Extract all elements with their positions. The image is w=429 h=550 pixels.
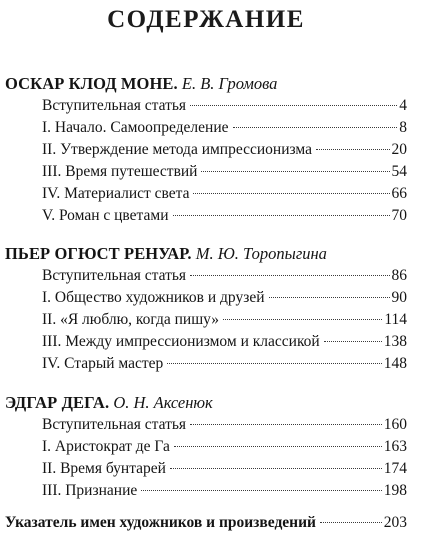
entry-page-number: 4 <box>399 97 407 114</box>
section-title: ПЬЕР ОГЮСТ РЕНУАР. <box>5 244 192 263</box>
entry-list <box>5 414 407 502</box>
dot-leader <box>190 275 389 276</box>
index-entry[interactable] <box>5 512 407 534</box>
toc-entry[interactable] <box>42 117 407 139</box>
dot-leader <box>223 319 382 320</box>
entry-label: Вступительная статья <box>42 416 187 433</box>
dot-leader <box>173 215 390 216</box>
toc-entry[interactable] <box>42 161 407 183</box>
toc-entry[interactable] <box>42 353 407 375</box>
section-title: ЭДГАР ДЕГА. <box>5 393 110 412</box>
entry-label: I. Начало. Самоопределение <box>42 119 229 136</box>
entry-label: II. «Я люблю, когда пишу» <box>42 311 220 328</box>
entry-page-number: 160 <box>383 416 407 433</box>
dot-leader <box>190 105 397 106</box>
entry-label: IV. Старый мастер <box>42 355 164 372</box>
dot-leader <box>201 171 389 172</box>
entry-label: IV. Материалист света <box>42 185 190 202</box>
dot-leader <box>316 149 390 150</box>
dot-leader <box>174 446 382 447</box>
entry-label: III. Между импрессионизмом и классикой <box>42 333 320 350</box>
entry-list <box>5 265 407 375</box>
entry-page-number: 148 <box>383 355 407 372</box>
entry-label: I. Общество художников и друзей <box>42 289 265 306</box>
entry-page-number: 90 <box>391 289 407 306</box>
entry-label: I. Аристократ де Га <box>42 438 170 455</box>
entry-list <box>5 95 407 227</box>
section-author: О. Н. Аксенюк <box>113 393 213 412</box>
entry-label: II. Утверждение метода импрессионизма <box>42 141 312 158</box>
dot-leader <box>190 424 382 425</box>
dot-leader <box>324 341 382 342</box>
entry-label: III. Признание <box>42 482 138 499</box>
toc-entry[interactable] <box>42 183 407 205</box>
dot-leader <box>193 193 389 194</box>
dot-leader <box>141 490 382 491</box>
entry-page-number: 8 <box>399 119 407 136</box>
section-heading <box>5 243 407 265</box>
index-label: Указатель имен художников и произведений <box>5 514 316 531</box>
entry-page-number: 66 <box>391 185 407 202</box>
toc-entry[interactable] <box>42 287 407 309</box>
section-renoir <box>5 227 407 375</box>
section-heading <box>5 73 407 95</box>
entry-page-number: 138 <box>383 333 407 350</box>
entry-page-number: 86 <box>391 267 407 284</box>
entry-label: II. Время бунтарей <box>42 460 166 477</box>
toc-entry[interactable] <box>42 480 407 502</box>
section-title: ОСКАР КЛОД МОНЕ. <box>5 74 178 93</box>
entry-page-number: 198 <box>383 482 407 499</box>
dot-leader <box>170 468 382 469</box>
toc-entry[interactable] <box>42 205 407 227</box>
toc-entry[interactable] <box>42 139 407 161</box>
entry-page-number: 163 <box>383 438 407 455</box>
section-author: Е. В. Громова <box>181 74 278 93</box>
dot-leader <box>269 297 390 298</box>
section-monet <box>5 46 407 227</box>
toc-entry[interactable] <box>42 95 407 117</box>
section-heading <box>5 392 407 414</box>
index-page-number: 203 <box>383 514 407 531</box>
entry-label: III. Время путешествий <box>42 163 198 180</box>
entry-label: Вступительная статья <box>42 267 187 284</box>
entry-page-number: 70 <box>391 207 407 224</box>
dot-leader <box>167 363 381 364</box>
dot-leader <box>320 522 382 523</box>
toc-entry[interactable] <box>42 309 407 331</box>
entry-page-number: 20 <box>391 141 407 158</box>
toc-entry[interactable] <box>42 436 407 458</box>
section-author: М. Ю. Торопыгина <box>195 244 327 263</box>
entry-page-number: 174 <box>383 460 407 477</box>
entry-page-number: 114 <box>384 311 407 328</box>
section-degas <box>5 375 407 502</box>
entry-label: V. Роман с цветами <box>42 207 169 224</box>
dot-leader <box>233 127 398 128</box>
entry-label: Вступительная статья <box>42 97 187 114</box>
toc-entry[interactable] <box>42 265 407 287</box>
entry-page-number: 54 <box>391 163 407 180</box>
toc-entry[interactable] <box>42 458 407 480</box>
page-title: СОДЕРЖАНИЕ <box>107 6 305 33</box>
index-section <box>5 502 407 534</box>
toc-entry[interactable] <box>42 414 407 436</box>
toc-entry[interactable] <box>42 331 407 353</box>
